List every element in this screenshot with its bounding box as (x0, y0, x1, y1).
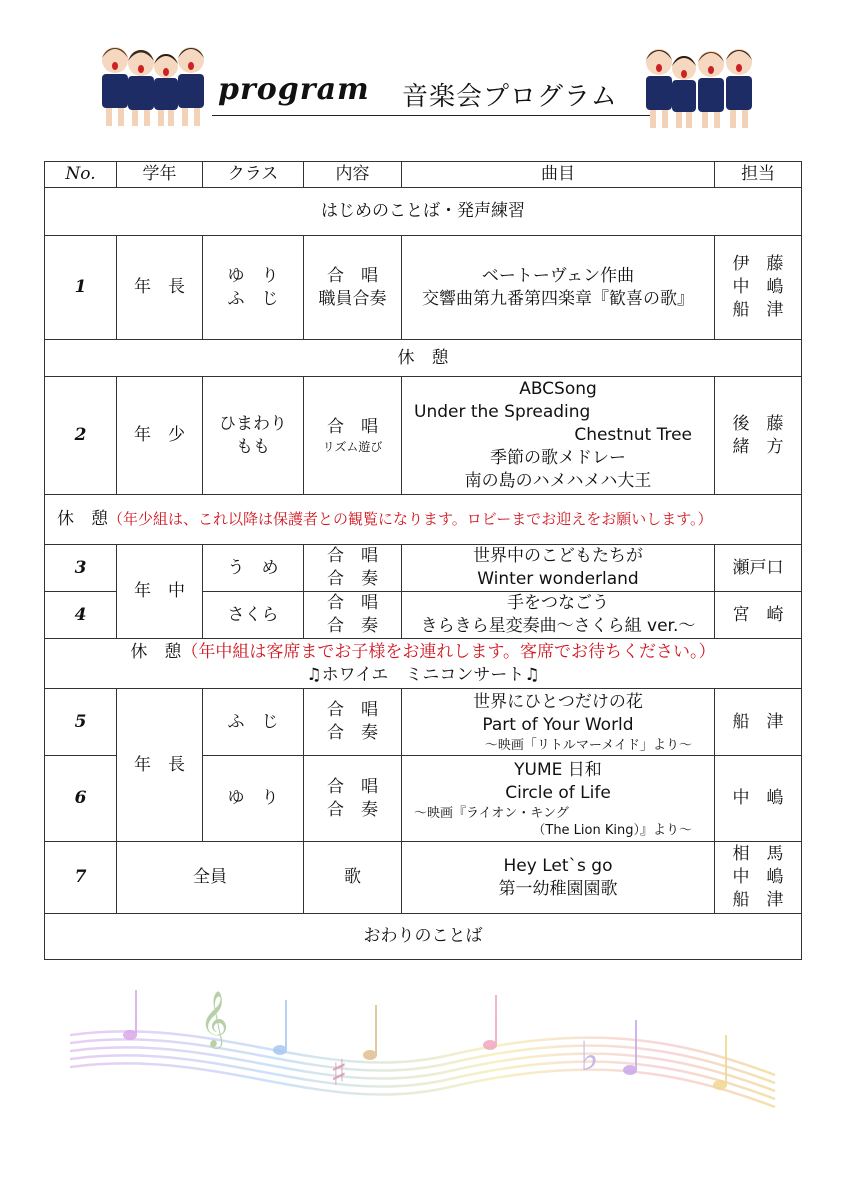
song-note: ～映画『ライオン・キング (414, 805, 569, 821)
class-name: ゆ り (227, 265, 279, 286)
table-row (45, 377, 802, 495)
song-title: ABCSong (519, 379, 597, 399)
table-row (45, 545, 802, 592)
row-number: 2 (45, 377, 117, 495)
content-item: 職員合奏 (318, 288, 387, 309)
svg-text:♯: ♯ (330, 1053, 348, 1094)
col-header-staff: 担当 (715, 162, 802, 188)
song-title: 交響曲第九番第四楽章『歓喜の歌』 (422, 288, 694, 309)
class-cell (203, 377, 304, 495)
song-title: Circle of Life (505, 782, 611, 803)
song-title: 世界にひとつだけの花 (473, 691, 643, 712)
class-cell: ふ じ (203, 689, 304, 756)
content-cell (304, 545, 402, 592)
table-header-row (45, 162, 802, 188)
grade-cell: 年 長 (117, 689, 203, 842)
grade-cell: 年 少 (117, 377, 203, 495)
singing-children-illustration (98, 36, 208, 131)
content-item: 合 唱 (327, 700, 378, 720)
song-cell (402, 377, 715, 495)
col-header-grade: 学年 (117, 162, 203, 188)
content-item: 合 奏 (327, 799, 378, 820)
break-row (45, 495, 802, 545)
col-header-content: 内容 (304, 162, 402, 188)
class-cell: う め (203, 545, 304, 592)
svg-text:𝄞: 𝄞 (200, 991, 229, 1047)
song-title: YUME 日和 (514, 759, 602, 780)
col-header-class: クラス (203, 162, 304, 188)
song-title: Winter wonderland (477, 569, 639, 589)
staff-cell (715, 377, 802, 495)
song-title: 第一幼稚園園歌 (498, 878, 618, 899)
song-title: Part of Your World (482, 714, 634, 735)
song-title: ベートーヴェン作曲 (481, 265, 635, 286)
content-cell (304, 236, 402, 340)
staff-name: 中 嶋 (732, 867, 784, 887)
class-cell: さくら (203, 592, 304, 639)
class-cell (203, 236, 304, 340)
break-note: （年中組は客席までお子様をお連れします。客席でお待ちください。） (181, 641, 716, 662)
staff-name: 船 津 (732, 890, 784, 910)
content-item: 合 唱 (327, 265, 378, 286)
staff-name: 後 藤 (732, 413, 784, 434)
song-title: Chestnut Tree (574, 425, 692, 445)
mini-concert-label: ♫ホワイエ ミニコンサート♫ (306, 664, 540, 685)
page-header (0, 0, 845, 140)
staff-name: 緒 方 (732, 436, 784, 457)
song-title: Hey Let`s go (503, 855, 613, 876)
song-title: 世界中のこどもたちが (473, 546, 643, 566)
table-row (45, 842, 802, 914)
class-name: もも (236, 436, 270, 457)
break-label: 休 憩 (130, 641, 182, 662)
content-cell: 歌 (304, 842, 402, 914)
col-header-song: 曲目 (402, 162, 715, 188)
song-cell (402, 592, 715, 639)
content-item: 合 唱 (327, 776, 378, 797)
title-underline (212, 115, 652, 116)
song-cell (402, 236, 715, 340)
class-name: ふ じ (227, 288, 279, 309)
song-cell (402, 756, 715, 842)
break-row: 休 憩 (45, 340, 802, 377)
grade-cell: 年 長 (117, 236, 203, 340)
staff-cell: 宮 崎 (715, 592, 802, 639)
song-note: ～映画「リトルマーメイド」より～ (484, 737, 692, 753)
content-item: 合 奏 (327, 723, 378, 743)
song-cell (402, 545, 715, 592)
closing-remarks: おわりのことば (45, 914, 802, 960)
content-item: 合 奏 (327, 569, 378, 589)
song-title: 季節の歌メドレー (490, 448, 626, 468)
break-line (45, 641, 801, 664)
table-row (45, 340, 802, 377)
song-cell (402, 689, 715, 756)
row-number: 5 (45, 689, 117, 756)
staff-name: 伊 藤 (732, 254, 784, 274)
song-title: 南の島のハメハメハ大王 (464, 471, 652, 491)
song-title: Under the Spreading (414, 402, 591, 422)
table-row (45, 236, 802, 340)
song-title: 手をつなごう (507, 593, 609, 613)
table-row (45, 639, 802, 689)
row-number: 6 (45, 756, 117, 842)
content-cell (304, 592, 402, 639)
svg-text:♭: ♭ (580, 1034, 599, 1080)
staff-cell (715, 236, 802, 340)
content-cell (304, 377, 402, 495)
content-item: 合 唱 (327, 593, 378, 613)
title-japanese: 音楽会プログラム (402, 82, 618, 112)
class-cell: ゆ り (203, 756, 304, 842)
grade-cell: 年 中 (117, 545, 203, 639)
row-number: 7 (45, 842, 117, 914)
col-header-no: No. (45, 162, 117, 188)
table-row (45, 914, 802, 960)
staff-name: 相 馬 (732, 844, 784, 864)
row-number: 4 (45, 592, 117, 639)
content-item: 合 唱 (327, 417, 378, 437)
row-number: 3 (45, 545, 117, 592)
song-cell (402, 842, 715, 914)
program-table (44, 161, 802, 960)
grade-cell: 全員 (117, 842, 304, 914)
opening-remarks: はじめのことば・発声練習 (45, 188, 802, 236)
table-row (45, 689, 802, 756)
break-note: （年少組は、これ以降は保護者との観覧になります。ロビーまでお迎えをお願いします。） (108, 510, 713, 528)
staff-cell: 中 嶋 (715, 756, 802, 842)
row-number: 1 (45, 236, 117, 340)
content-cell (304, 689, 402, 756)
song-title: きらきら星変奏曲～さくら組 ver.～ (420, 616, 696, 636)
title-english: program (218, 72, 370, 107)
break-row (45, 639, 802, 689)
singing-children-illustration (642, 40, 754, 132)
content-item: 合 奏 (327, 616, 378, 636)
song-note: （The Lion King）』より～ (532, 822, 692, 838)
content-cell (304, 756, 402, 842)
staff-cell: 船 津 (715, 689, 802, 756)
table-row (45, 188, 802, 236)
table-row (45, 495, 802, 545)
staff-name: 中 嶋 (732, 277, 784, 297)
class-name: ひまわり (219, 413, 287, 434)
content-item: 合 唱 (327, 546, 378, 566)
staff-cell: 瀬戸口 (715, 545, 802, 592)
break-label: 休 憩 (57, 509, 108, 529)
staff-cell (715, 842, 802, 914)
music-notes-decoration (70, 975, 780, 1125)
staff-name: 船 津 (732, 300, 784, 320)
content-item: リズム遊び (322, 440, 383, 454)
